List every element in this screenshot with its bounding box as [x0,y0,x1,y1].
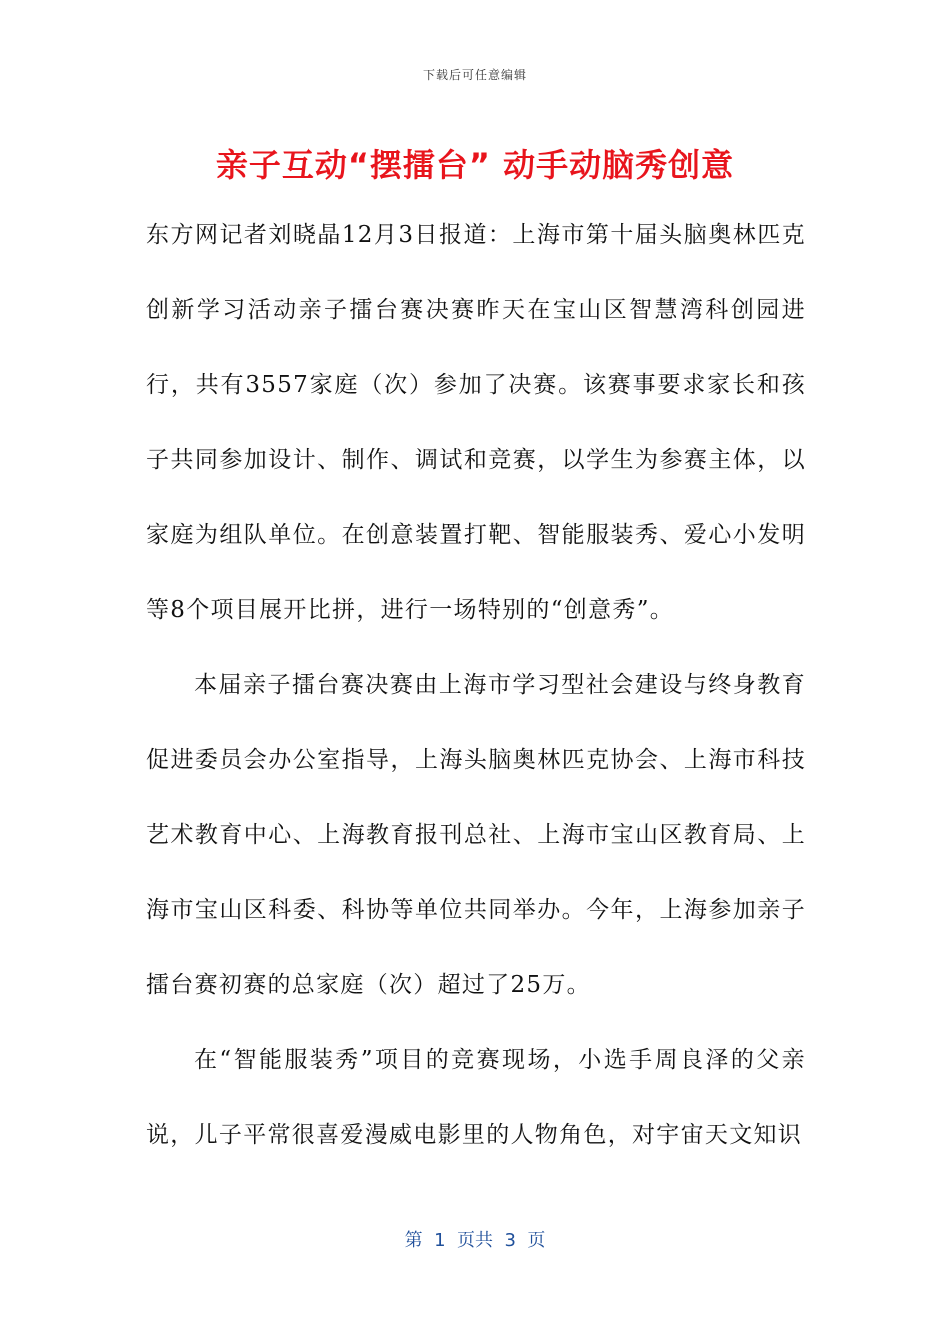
article-body [146,198,806,1173]
paragraph-1: 东方网记者刘晓晶12月3日报道：上海市第十届头脑奥林匹克创新学习活动亲子擂台赛决赛昨天在宝山区智慧湾科创园进行，共有3557家庭（次）参加了决赛。该赛事要求家长和孩子共同参加设计、制作、调试和竞赛，以学生为参赛主体，以家庭为组队单位。在创意装置打靶、智能服装秀、爱心小发明等8个项目展开比拼，进行一场特别的“创意秀”。 [146,222,806,623]
paragraph-3: 在“智能服装秀”项目的竞赛现场，小选手周良泽的父亲说，儿子平常很喜爱漫威电影里的人物角色，对宇宙天文知识 [146,1047,806,1148]
page-header-note: 下载后可任意编辑 [422,68,527,82]
paragraph-2: 本届亲子擂台赛决赛由上海市学习型社会建设与终身教育促进委员会办公室指导，上海头脑奥林匹克协会、上海市科技艺术教育中心、上海教育报刊总社、上海市宝山区教育局、上海市宝山区科委、科协等单位共同举办。今年，上海参加亲子擂台赛初赛的总家庭（次）超过了25万。 [146,672,806,998]
page-number-footer: 第 1 页共 3 页 [404,1230,546,1251]
document-title: 亲子互动“摆擂台” 动手动脑秀创意 [215,146,735,184]
